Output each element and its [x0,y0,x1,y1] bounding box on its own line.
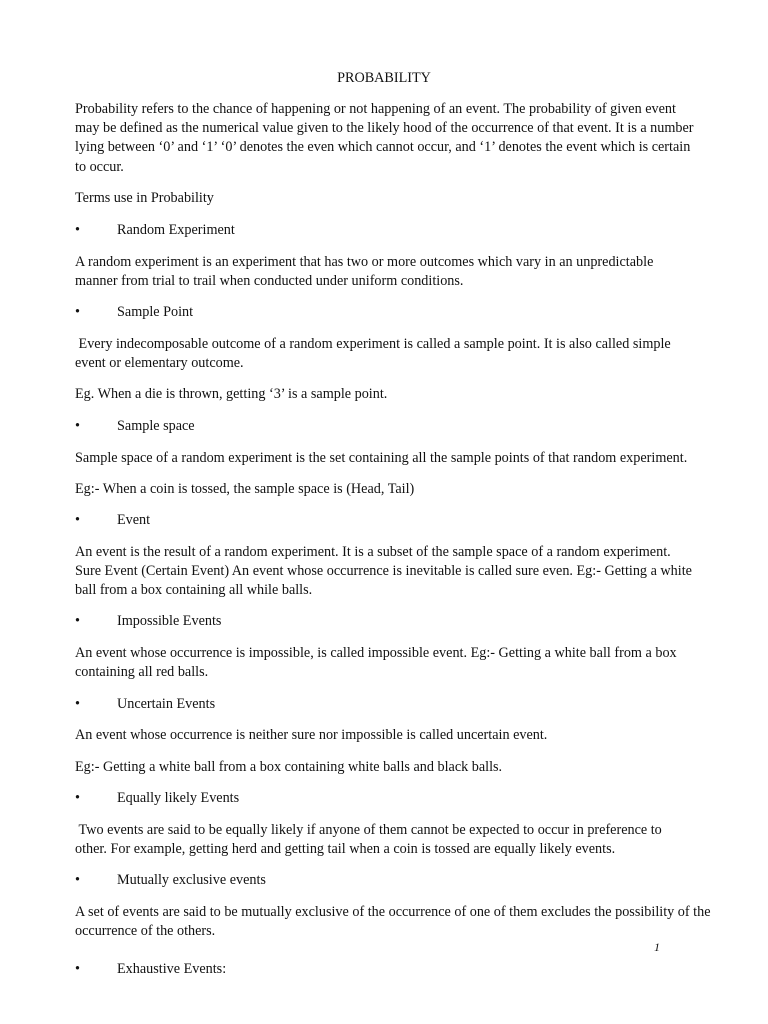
section-paragraph: A set of events are said to be mutually exclusive of the occurrence of one of them excludes the possibility of the occurrence of the others. [75,904,711,940]
section-paragraph: Eg:- Getting a white ball from a box containing white balls and black balls. [75,759,503,775]
section-heading-label: Sample space [117,418,195,434]
section-heading-event [75,511,150,530]
section-heading-impossible-events [75,612,221,631]
section-heading-sample-space [75,417,195,436]
section-paragraph: Every indecomposable outcome of a random experiment is called a sample point. It is also called simple event or elementary outcome. [75,336,675,372]
section-paragraph: Two events are said to be equally likely if anyone of them cannot be expected to occur in preference to other. For example, getting herd and getting tail when a coin is tossed are equally likely events. [75,822,666,858]
section-heading-sample-point [75,303,193,322]
bullet-icon: • [75,961,80,977]
section-heading-uncertain-events [75,695,215,714]
section-heading-mutually-exclusive-events [75,871,266,890]
section-heading-equally-likely-events [75,789,239,808]
bullet-icon: • [75,222,80,238]
bullet-icon: • [75,304,80,320]
bullet-icon: • [75,512,80,528]
bullet-icon: • [75,790,80,806]
section-paragraph: Sample space of a random experiment is the set containing all the sample points of that random experiment. [75,450,688,466]
page-number: 1 [654,940,660,954]
section-heading-random-experiment [75,221,235,240]
section-heading-label: Impossible Events [117,613,222,629]
section-heading-label: Event [117,512,151,528]
bullet-icon: • [75,696,80,712]
section-heading-label: Equally likely Events [117,790,240,806]
section-heading-label: Random Experiment [117,222,235,238]
section-paragraph: A random experiment is an experiment that has two or more outcomes which vary in an unpredictable manner from trial to trail when conducted under uniform conditions. [75,254,654,290]
section-paragraph: An event whose occurrence is impossible, is called impossible event. Eg:- Getting a white ball from a box containing all red balls. [75,645,677,681]
section-heading-exhaustive-events [75,960,226,979]
section-paragraph: Eg. When a die is thrown, getting ‘3’ is a sample point. [75,386,388,402]
section-heading-label: Uncertain Events [117,696,216,712]
bullet-icon: • [75,418,80,434]
intro-paragraph: Probability refers to the chance of happening or not happening of an event. The probability of given event may be defined as the numerical value given to the likely hood of the occurrence of that event. It is a number lying between ‘0’ and ‘1’ ‘0’ denotes the even which cannot occur, and ‘1’ denotes the event which is certain to occur. [75,101,694,175]
section-heading-label: Exhaustive Events: [117,961,227,977]
bullet-icon: • [75,613,80,629]
bullet-icon: • [75,872,80,888]
section-paragraph: An event whose occurrence is neither sure nor impossible is called uncertain event. [75,727,548,743]
document-title: PROBABILITY [337,70,431,86]
terms-heading: Terms use in Probability [75,190,214,206]
section-heading-label: Sample Point [117,304,194,320]
section-paragraph: An event is the result of a random experiment. It is a subset of the sample space of a random experiment. Sure Event (Certain Event) An event whose occurrence is inevitable is called sure even. Eg:- Getting a white ball from a box containing all while balls. [75,544,692,599]
section-heading-label: Mutually exclusive events [117,872,266,888]
section-paragraph: Eg:- When a coin is tossed, the sample space is (Head, Tail) [75,481,415,497]
